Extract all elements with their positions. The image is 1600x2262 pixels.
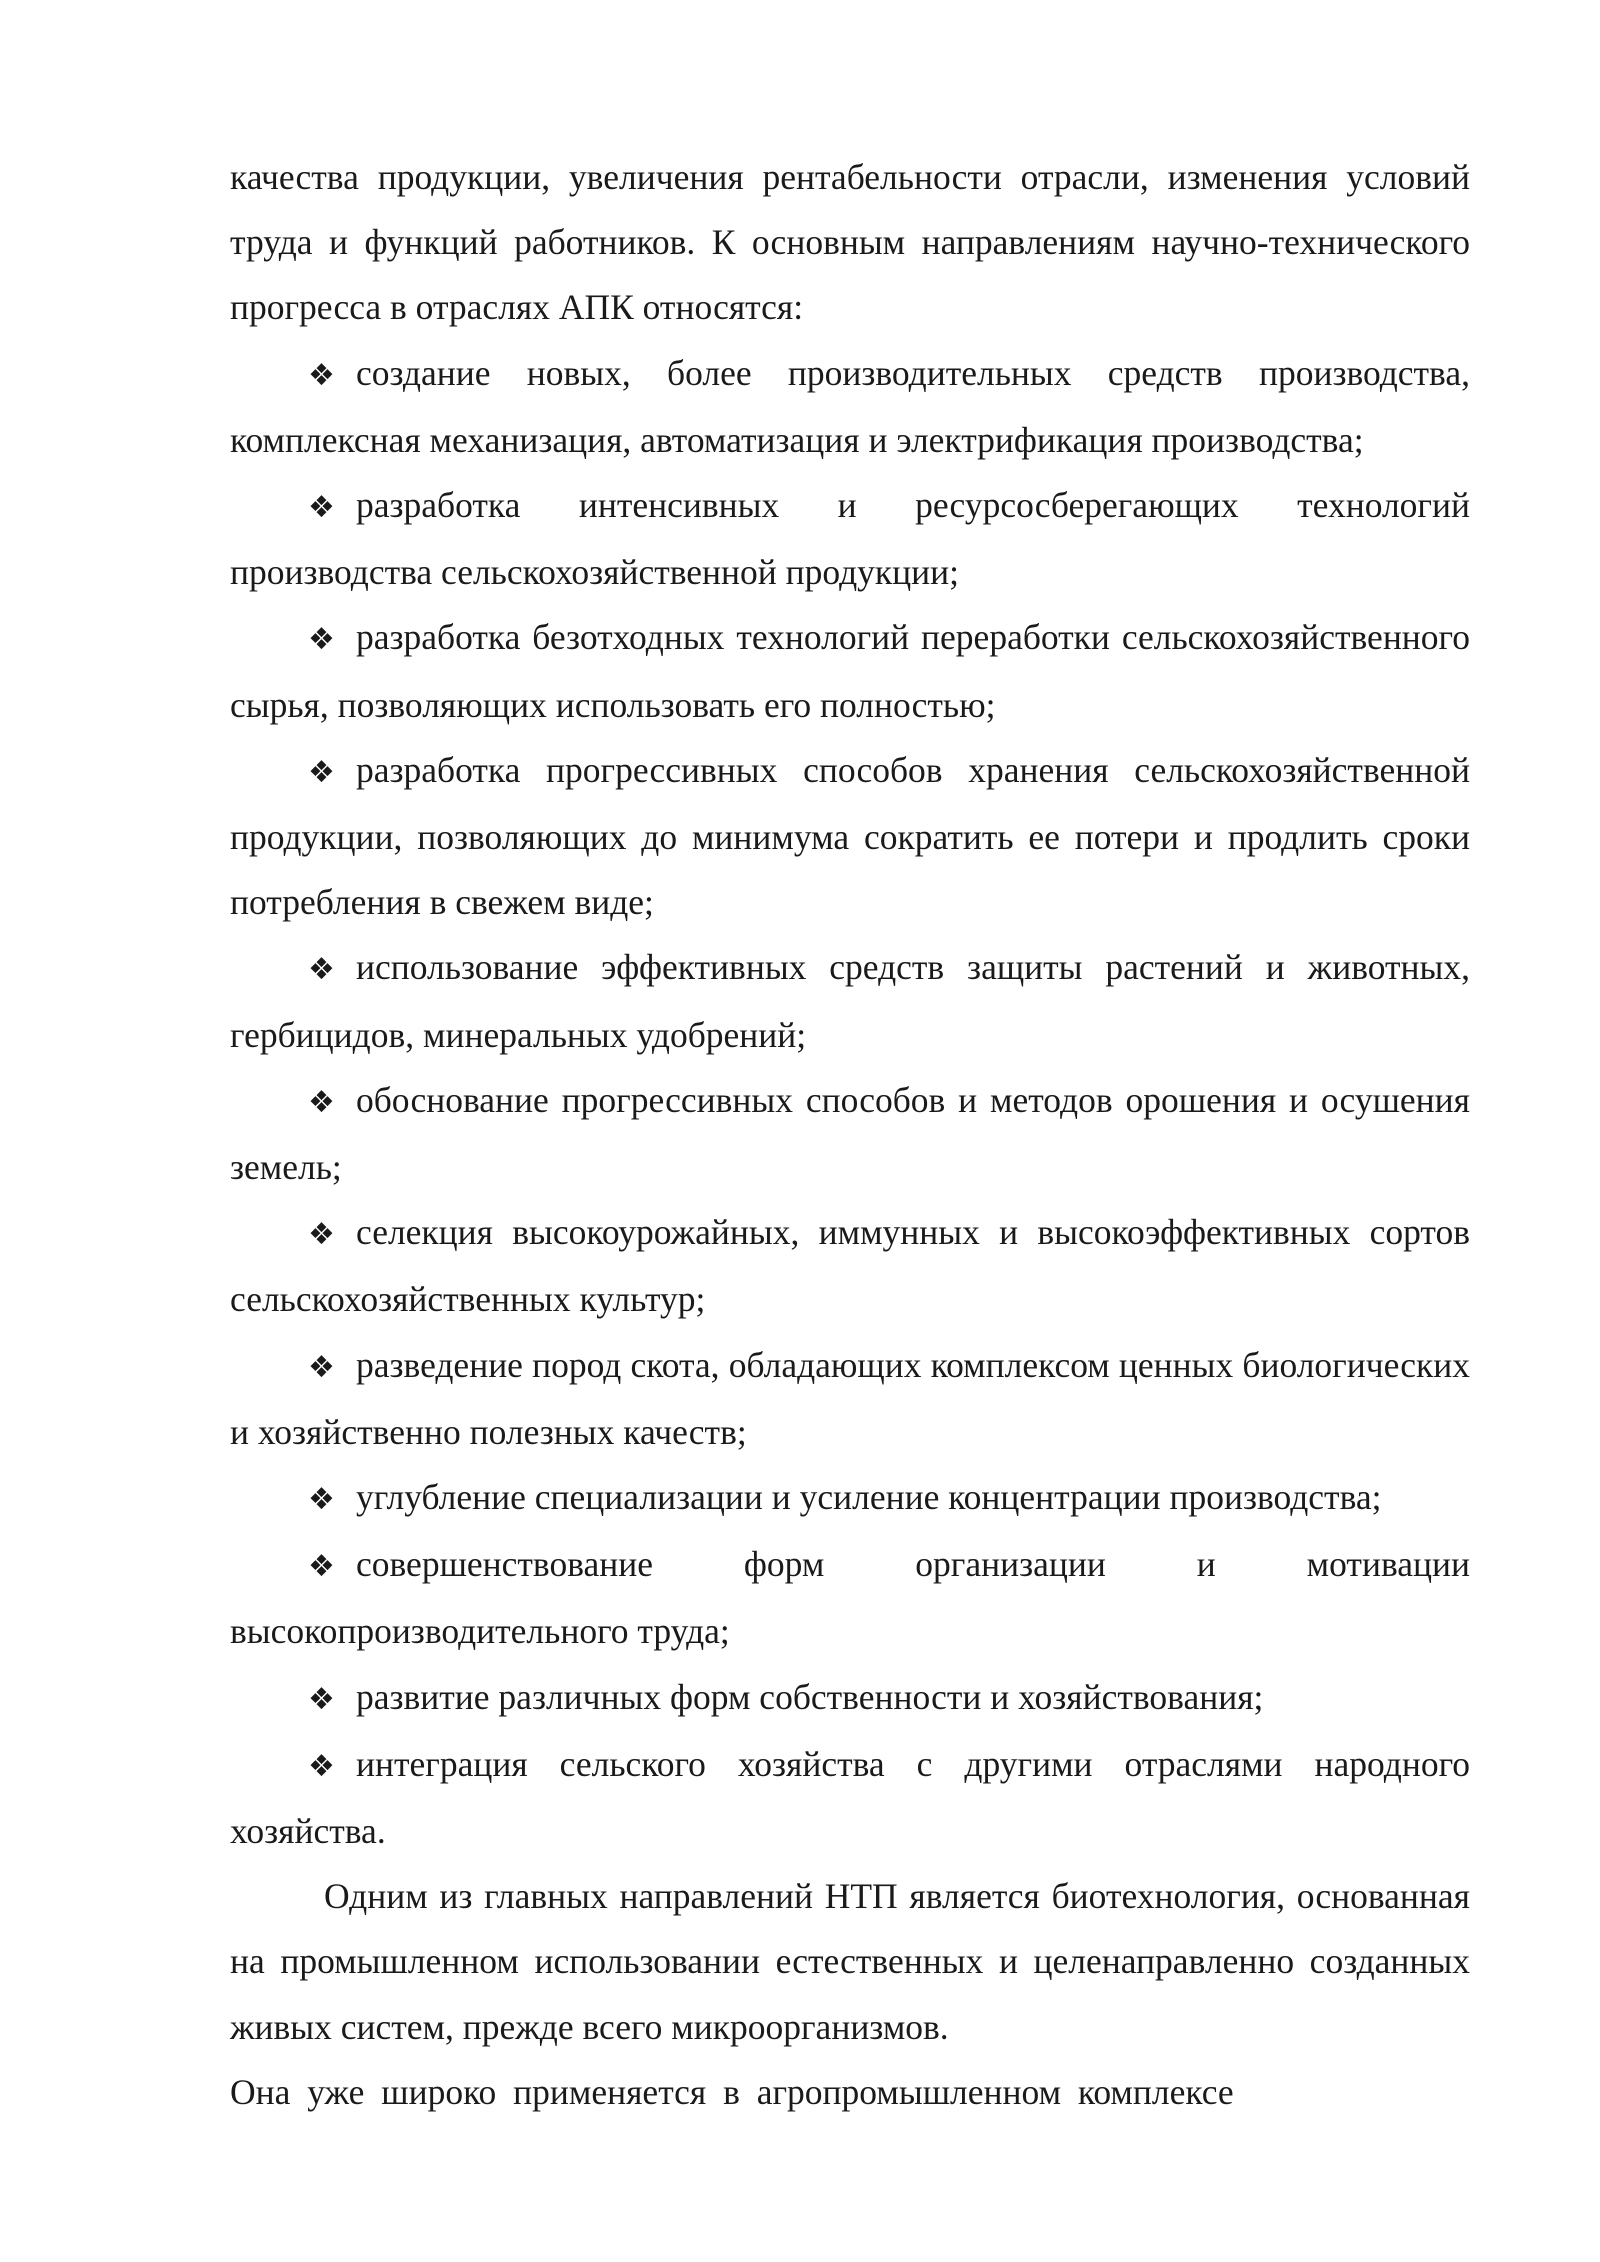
diamond-bullet-icon: ❖ <box>308 1748 335 1784</box>
list-item-text: разведение пород скота, обладающих комплексом ценных биологических и хозяйственно полезных качеств; <box>230 1344 1470 1452</box>
intro-paragraph: качества продукции, увеличения рентабельности отрасли, изменения условий труда и функций работников. К основным направлениям научно-технического прогресса в отраслях АПК относятся: <box>230 157 1470 328</box>
diamond-bullet-icon: ❖ <box>308 754 335 790</box>
diamond-bullet-icon: ❖ <box>308 952 335 988</box>
list-item <box>230 341 1470 473</box>
list-item <box>230 1732 1470 1864</box>
list-item <box>230 1465 1470 1532</box>
diamond-bullet-icon: ❖ <box>308 1681 335 1717</box>
list-item-text: разработка прогрессивных способов хранения сельскохозяйственной продукции, позволяющих до минимума сократить ее потери и продлить сроки потребления в свежем виде; <box>230 749 1470 923</box>
diamond-bullet-icon: ❖ <box>308 1217 335 1253</box>
list-item <box>230 1532 1470 1664</box>
document-page <box>230 145 1470 2125</box>
diamond-bullet-icon: ❖ <box>308 490 335 526</box>
list-item-text: селекция высокоурожайных, иммунных и высокоэффективных сортов сельскохозяйственных культур; <box>230 1212 1470 1320</box>
list-item-text: углубление специализации и усиление концентрации производства; <box>356 1477 1382 1518</box>
list-item-text: обоснование прогрессивных способов и методов орошения и осушения земель; <box>230 1079 1470 1188</box>
list-item-text: интеграция сельского хозяйства с другими отраслями народного хозяйства. <box>230 1743 1470 1852</box>
list-item <box>230 1333 1470 1465</box>
diamond-bullet-icon: ❖ <box>308 1549 335 1585</box>
list-item-text: разработка безотходных технологий переработки сельскохозяйственного сырья, позволяющих использовать его полностью; <box>230 617 1470 725</box>
diamond-bullet-icon: ❖ <box>308 357 335 393</box>
diamond-bullet-icon: ❖ <box>308 622 335 658</box>
list-item-text: использование эффективных средств защиты растений и животных, гербицидов, минеральных удобрений; <box>230 947 1470 1055</box>
diamond-bullet-icon: ❖ <box>308 1349 335 1385</box>
list-item <box>230 1665 1470 1732</box>
list-item <box>230 1068 1470 1200</box>
list-item <box>230 738 1470 936</box>
diamond-bullet-icon: ❖ <box>308 1482 335 1518</box>
list-item <box>230 935 1470 1067</box>
list-item-text: разработка интенсивных и ресурсосберегающих технологий производства сельскохозяйственной продукции; <box>230 485 1470 593</box>
bullet-list <box>230 341 1470 1865</box>
closing-paragraph-last-line: Она уже широко применяется в агропромышленном комплексе <box>230 2071 1234 2112</box>
list-item <box>230 605 1470 737</box>
list-item <box>230 1200 1470 1332</box>
closing-paragraph: Одним из главных направлений НТП является биотехнология, основанная на промышленном использовании естественных и целенаправленно созданных живых систем, прежде всего микроорганизмов. <box>230 1876 1470 2047</box>
list-item-text: создание новых, более производительных средств производства, комплексная механизация, автоматизация и электрификация производства; <box>230 352 1470 460</box>
list-item <box>230 473 1470 605</box>
diamond-bullet-icon: ❖ <box>308 1084 335 1120</box>
list-item-text: совершенствование форм организации и мотивации высокопроизводительного труда; <box>230 1544 1470 1652</box>
list-item-text: развитие различных форм собственности и хозяйствования; <box>356 1676 1264 1717</box>
